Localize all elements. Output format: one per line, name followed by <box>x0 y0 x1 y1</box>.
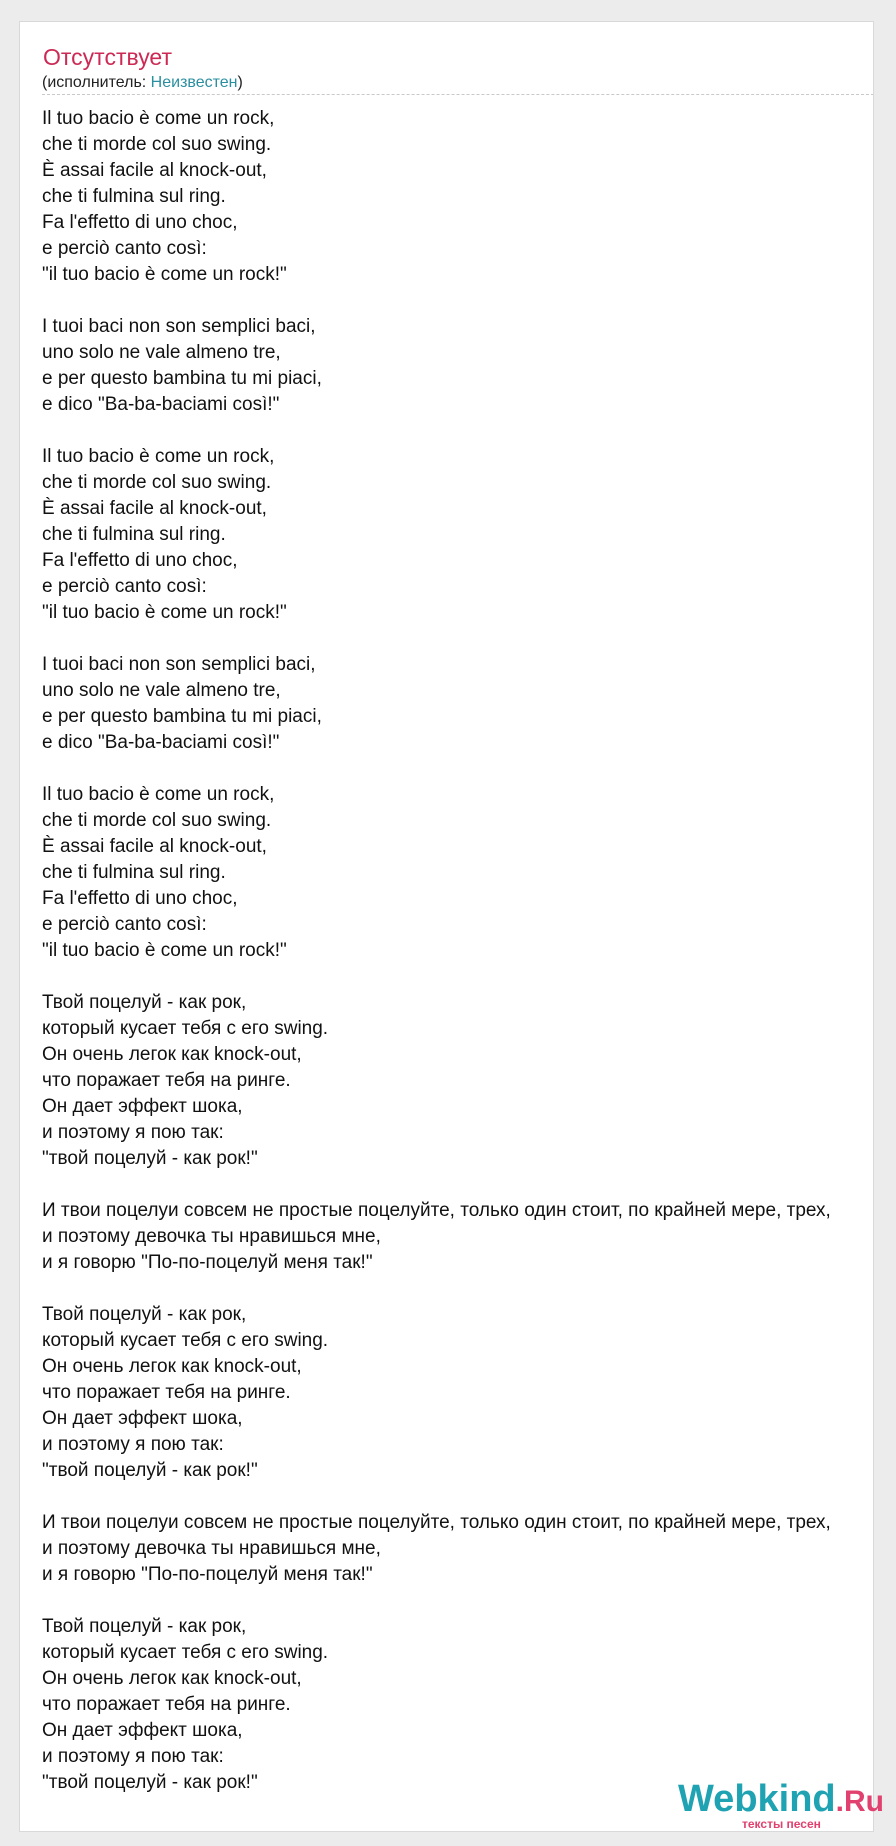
lyric-line: Он очень легок как knock-out, <box>42 1668 302 1689</box>
lyric-line: che ti fulmina sul ring. <box>42 186 226 207</box>
lyric-line: и поэтому я пою так: <box>42 1434 224 1455</box>
lyric-line: Твой поцелуй - как рок, <box>42 1304 247 1325</box>
lyric-line: uno solo ne vale almeno tre, <box>42 680 281 701</box>
lyric-blank-line <box>42 1276 874 1302</box>
lyric-line: e dico "Ba-ba-baciami così!" <box>42 394 280 415</box>
lyric-line: È assai facile al knock-out, <box>42 498 267 519</box>
lyric-line: e per questo bambina tu mi piaci, <box>42 706 322 727</box>
logo-tagline: тексты песен <box>742 1817 821 1831</box>
lyric-blank-line <box>42 288 874 314</box>
lyrics-text <box>42 106 874 1796</box>
lyric-line: и поэтому я пою так: <box>42 1746 224 1767</box>
lyric-line: Он дает эффект шока, <box>42 1408 243 1429</box>
lyric-blank-line <box>42 1484 874 1510</box>
lyric-line: uno solo ne vale almeno tre, <box>42 342 281 363</box>
lyric-line: Fa l'effetto di uno choc, <box>42 888 238 909</box>
lyric-line: и поэтому я пою так: <box>42 1122 224 1143</box>
lyric-line: "твой поцелуй - как рок!" <box>42 1460 258 1481</box>
lyric-line: "il tuo bacio è come un rock!" <box>42 264 287 285</box>
lyric-line: который кусает тебя с его swing. <box>42 1642 329 1663</box>
lyric-line: che ti morde col suo swing. <box>42 472 272 493</box>
lyric-blank-line <box>42 418 874 444</box>
lyric-line: который кусает тебя с его swing. <box>42 1018 329 1039</box>
lyric-line: che ti fulmina sul ring. <box>42 524 226 545</box>
lyric-line: e perciò canto così: <box>42 914 207 935</box>
lyric-line: И твои поцелуи совсем не простые поцелуйте, только один стоит, по крайней мере, трех, <box>42 1512 831 1533</box>
lyric-line: Fa l'effetto di uno choc, <box>42 550 238 571</box>
lyric-line: что поражает тебя на ринге. <box>42 1070 291 1091</box>
webkind-logo[interactable] <box>678 1778 884 1831</box>
logo-main-text: Webkind <box>678 1778 836 1820</box>
artist-prefix: (исполнитель: <box>42 74 151 91</box>
lyric-line: e dico "Ba-ba-baciami così!" <box>42 732 280 753</box>
lyric-line: и поэтому девочка ты нравишься мне, <box>42 1226 381 1247</box>
lyric-line: Он дает эффект шока, <box>42 1096 243 1117</box>
lyric-line: Твой поцелуй - как рок, <box>42 1616 247 1637</box>
lyric-line: Il tuo bacio è come un rock, <box>42 784 275 805</box>
lyric-line: Твой поцелуй - как рок, <box>42 992 247 1013</box>
artist-line <box>42 73 243 93</box>
lyric-line: что поражает тебя на ринге. <box>42 1382 291 1403</box>
lyric-line: e perciò canto così: <box>42 576 207 597</box>
lyric-line: "твой поцелуй - как рок!" <box>42 1772 258 1793</box>
lyric-line: "il tuo bacio è come un rock!" <box>42 602 287 623</box>
lyric-line: Он очень легок как knock-out, <box>42 1356 302 1377</box>
lyric-blank-line <box>42 626 874 652</box>
lyric-blank-line <box>42 964 874 990</box>
lyric-line: e per questo bambina tu mi piaci, <box>42 368 322 389</box>
lyric-blank-line <box>42 1588 874 1614</box>
lyric-line: che ti fulmina sul ring. <box>42 862 226 883</box>
lyric-line: и поэтому девочка ты нравишься мне, <box>42 1538 381 1559</box>
logo-tld: .Ru <box>835 1785 884 1818</box>
lyric-line: Он очень легок как knock-out, <box>42 1044 302 1065</box>
divider <box>42 94 874 95</box>
lyric-line: что поражает тебя на ринге. <box>42 1694 291 1715</box>
lyric-line: который кусает тебя с его swing. <box>42 1330 329 1351</box>
lyric-line: и я говорю "По-по-поцелуй меня так!" <box>42 1564 373 1585</box>
lyric-line: Il tuo bacio è come un rock, <box>42 108 275 129</box>
lyric-line: "твой поцелуй - как рок!" <box>42 1148 258 1169</box>
artist-suffix: ) <box>237 74 243 91</box>
lyric-line: Он дает эффект шока, <box>42 1720 243 1741</box>
song-title: Отсутствует <box>43 44 172 70</box>
lyric-blank-line <box>42 1172 874 1198</box>
lyric-line: "il tuo bacio è come un rock!" <box>42 940 287 961</box>
artist-link[interactable]: Неизвестен <box>150 74 238 91</box>
lyric-line: È assai facile al knock-out, <box>42 836 267 857</box>
lyric-line: Fa l'effetto di uno choc, <box>42 212 238 233</box>
lyric-blank-line <box>42 756 874 782</box>
lyric-line: I tuoi baci non son semplici baci, <box>42 654 316 675</box>
lyric-line: и я говорю "По-по-поцелуй меня так!" <box>42 1252 373 1273</box>
lyric-line: che ti morde col suo swing. <box>42 810 272 831</box>
lyric-line: È assai facile al knock-out, <box>42 160 267 181</box>
lyric-line: И твои поцелуи совсем не простые поцелуйте, только один стоит, по крайней мере, трех, <box>42 1200 831 1221</box>
lyric-line: che ti morde col suo swing. <box>42 134 272 155</box>
lyric-line: I tuoi baci non son semplici baci, <box>42 316 316 337</box>
lyric-line: Il tuo bacio è come un rock, <box>42 446 275 467</box>
lyric-line: e perciò canto così: <box>42 238 207 259</box>
lyrics-card <box>19 21 874 1832</box>
